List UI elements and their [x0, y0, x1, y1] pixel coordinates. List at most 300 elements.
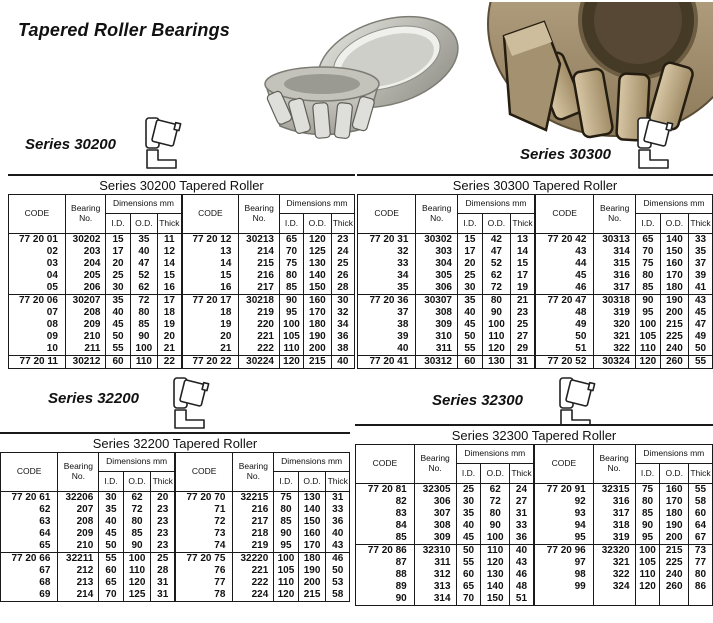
cell-id: 17 — [458, 246, 483, 258]
cell-thick: 16 — [158, 282, 181, 295]
cell-code: 77 20 31 — [358, 234, 416, 247]
cell-od: 190 — [660, 295, 688, 308]
cell-code: 74 — [176, 540, 233, 553]
series-30300-label: Series 30300 — [520, 146, 611, 163]
cell-thick: 24 — [509, 484, 533, 497]
cell-code: 97 — [535, 557, 594, 569]
cell-bearing-no: 303 — [416, 246, 458, 258]
cell-thick: 23 — [331, 234, 354, 247]
cell-code: 77 20 06 — [9, 295, 66, 308]
cell-thick: 31 — [326, 492, 350, 505]
col-header-thick: Thick — [151, 472, 175, 492]
cell-od: 225 — [660, 557, 688, 569]
col-header-bearing-no: Bearing No. — [416, 195, 458, 234]
table-row — [356, 569, 534, 581]
cell-od: 215 — [304, 356, 332, 369]
cell-bearing-no: 304 — [416, 258, 458, 270]
col-header-thick: Thick — [511, 214, 535, 234]
cell-thick: 21 — [158, 343, 181, 356]
cell-bearing-no: 208 — [58, 516, 99, 528]
cell-thick: 36 — [326, 516, 350, 528]
col-header-id: I.D. — [635, 464, 660, 484]
table-row — [358, 331, 535, 343]
cell-id: 75 — [636, 258, 661, 270]
cell-thick: 31 — [509, 508, 533, 520]
cell-thick: 25 — [511, 319, 535, 331]
cell-id: 15 — [106, 234, 130, 247]
cell-code: 68 — [1, 577, 58, 589]
cell-code: 67 — [1, 565, 58, 577]
cell-id: 90 — [274, 528, 298, 540]
cell-id: 70 — [99, 589, 123, 602]
cell-bearing-no: 317 — [593, 508, 635, 520]
cell-od: 200 — [304, 343, 332, 356]
bearing-table-left — [0, 452, 175, 602]
cell-code: 50 — [536, 331, 594, 343]
cell-od: 80 — [481, 508, 509, 520]
cell-od: 90 — [130, 331, 158, 343]
row-group — [9, 295, 182, 356]
row-group — [176, 492, 350, 553]
cell-code: 48 — [536, 307, 594, 319]
cell-thick: 80 — [688, 569, 712, 581]
cell-code: 03 — [9, 258, 66, 270]
col-header-id: I.D. — [106, 214, 130, 234]
cell-thick: 77 — [688, 557, 712, 569]
cell-id: 75 — [279, 258, 303, 270]
cell-od: 140 — [298, 504, 326, 516]
table-row — [536, 331, 713, 343]
cell-bearing-no: 314 — [594, 246, 636, 258]
cell-od: 85 — [123, 528, 151, 540]
cell-thick: 50 — [689, 343, 713, 356]
cell-bearing-no: 321 — [594, 331, 636, 343]
row-group — [535, 545, 713, 606]
row-group — [1, 492, 175, 553]
table-row — [358, 282, 535, 295]
cell-id: 25 — [106, 270, 130, 282]
col-header-code: CODE — [176, 453, 233, 492]
cell-bearing-no: 221 — [233, 565, 274, 577]
cell-bearing-no: 217 — [233, 516, 274, 528]
table-row — [536, 282, 713, 295]
cell-od: 47 — [482, 246, 510, 258]
cell-thick: 25 — [151, 553, 175, 566]
col-header-dimensions: Dimensions mm — [635, 445, 712, 464]
cell-bearing-no: 216 — [233, 504, 274, 516]
cell-bearing-no: 30224 — [239, 356, 280, 369]
cell-bearing-no: 206 — [65, 282, 106, 295]
cell-bearing-no: 309 — [416, 319, 458, 331]
cell-od: 200 — [660, 532, 688, 545]
cell-bearing-no: 212 — [58, 565, 99, 577]
cell-id: 55 — [106, 343, 130, 356]
table-row — [358, 234, 535, 247]
table-row — [536, 258, 713, 270]
cell-code: 77 20 52 — [536, 356, 594, 369]
cell-thick: 30 — [331, 295, 354, 308]
cell-thick: 18 — [158, 307, 181, 319]
cell-bearing-no: 310 — [416, 331, 458, 343]
table-row — [9, 270, 182, 282]
table-header — [176, 453, 350, 492]
cell-thick: 19 — [158, 319, 181, 331]
cell-code: 18 — [182, 307, 239, 319]
cell-bearing-no: 321 — [593, 557, 635, 569]
cell-code: 35 — [358, 282, 416, 295]
cell-id: 45 — [458, 319, 483, 331]
cell-od: 190 — [304, 331, 332, 343]
cell-code: 19 — [182, 319, 239, 331]
cell-id: 65 — [456, 581, 481, 593]
cell-code: 32 — [358, 246, 416, 258]
col-header-code: CODE — [356, 445, 415, 484]
cell-thick: 23 — [511, 307, 535, 319]
cell-bearing-no: 30207 — [65, 295, 106, 308]
table-row — [1, 528, 175, 540]
col-header-od: O.D. — [482, 214, 510, 234]
col-header-dimensions: Dimensions mm — [99, 453, 175, 472]
row-group — [536, 234, 713, 295]
table-series-30200 — [8, 174, 355, 369]
cell-thick: 15 — [158, 270, 181, 282]
cell-bearing-no: 30307 — [416, 295, 458, 308]
cell-od: 130 — [482, 356, 510, 369]
table-row — [536, 234, 713, 247]
cell-thick: 32 — [331, 307, 354, 319]
cell-od: 130 — [304, 258, 332, 270]
cell-code: 05 — [9, 282, 66, 295]
cell-code: 77 20 96 — [535, 545, 594, 558]
cell-thick: 31 — [151, 589, 175, 602]
cell-od: 110 — [123, 565, 151, 577]
table-row — [358, 319, 535, 331]
cell-bearing-no: 217 — [239, 282, 280, 295]
cell-id: 25 — [456, 484, 481, 497]
cell-bearing-no: 30318 — [594, 295, 636, 308]
cell-bearing-no: 30313 — [594, 234, 636, 247]
cell-bearing-no: 313 — [414, 581, 456, 593]
cell-od: 110 — [481, 545, 509, 558]
cell-code: 77 20 81 — [356, 484, 415, 497]
cell-id: 15 — [458, 234, 483, 247]
col-header-thick: Thick — [688, 464, 712, 484]
table-row — [356, 520, 534, 532]
cell-bearing-no: 32220 — [233, 553, 274, 566]
cell-code: 82 — [356, 496, 415, 508]
cell-thick: 15 — [511, 258, 535, 270]
cell-bearing-no: 208 — [65, 307, 106, 319]
cell-code: 77 20 11 — [9, 356, 66, 369]
cell-od: 80 — [123, 516, 151, 528]
cell-id: 30 — [456, 496, 481, 508]
cell-od: 110 — [130, 356, 158, 369]
cell-bearing-no: 207 — [58, 504, 99, 516]
row-group — [356, 545, 534, 606]
cell-thick: 29 — [511, 343, 535, 356]
table-row — [536, 307, 713, 319]
cell-id: 80 — [635, 496, 660, 508]
col-header-thick: Thick — [326, 472, 350, 492]
cell-thick: 48 — [509, 581, 533, 593]
cell-code: 77 20 91 — [535, 484, 594, 497]
table-row — [535, 508, 713, 520]
col-header-thick: Thick — [331, 214, 354, 234]
cell-thick: 55 — [688, 484, 712, 497]
bearing-diagram-icon — [634, 116, 676, 170]
cell-code: 10 — [9, 343, 66, 356]
cell-od: 35 — [130, 234, 158, 247]
row-group — [535, 484, 713, 545]
table-header — [9, 195, 182, 234]
table-row — [356, 484, 534, 497]
cell-thick: 47 — [689, 319, 713, 331]
cell-thick: 13 — [511, 234, 535, 247]
cell-id: 80 — [636, 270, 661, 282]
col-header-id: I.D. — [456, 464, 481, 484]
cell-thick: 46 — [509, 569, 533, 581]
cell-bearing-no: 32206 — [58, 492, 99, 505]
cell-thick: 33 — [689, 234, 713, 247]
cell-bearing-no: 222 — [233, 577, 274, 589]
col-header-thick: Thick — [689, 214, 713, 234]
col-header-code: CODE — [536, 195, 594, 234]
cell-code: 44 — [536, 258, 594, 270]
table-row — [1, 492, 175, 505]
cell-thick: 40 — [331, 356, 354, 369]
col-header-id: I.D. — [636, 214, 661, 234]
cell-bearing-no: 32320 — [593, 545, 635, 558]
table-row — [535, 557, 713, 569]
cell-thick: 39 — [689, 270, 713, 282]
table-row — [176, 565, 350, 577]
cell-code: 37 — [358, 307, 416, 319]
cell-od: 160 — [660, 258, 688, 270]
cell-id: 85 — [636, 282, 661, 295]
cell-od: 100 — [482, 319, 510, 331]
col-header-bearing-no: Bearing No. — [239, 195, 280, 234]
cell-thick: 12 — [158, 246, 181, 258]
cell-bearing-no: 210 — [65, 331, 106, 343]
series-30200-label: Series 30200 — [25, 136, 116, 153]
cell-bearing-no: 218 — [233, 528, 274, 540]
cell-thick: 20 — [158, 331, 181, 343]
table-row — [535, 532, 713, 545]
table-header — [1, 453, 175, 492]
cell-od: 150 — [304, 282, 332, 295]
cell-od: 170 — [298, 540, 326, 553]
row-group — [182, 295, 355, 356]
table-row — [176, 589, 350, 602]
cell-od: 130 — [481, 569, 509, 581]
cell-code: 92 — [535, 496, 594, 508]
cell-thick: 43 — [326, 540, 350, 553]
table-series-30300 — [357, 174, 713, 369]
cell-bearing-no: 32215 — [233, 492, 274, 505]
cell-id: 65 — [636, 234, 661, 247]
cell-id: 120 — [635, 581, 660, 593]
col-header-id: I.D. — [99, 472, 123, 492]
cell-od: 140 — [481, 581, 509, 593]
cell-bearing-no: 205 — [65, 270, 106, 282]
cell-thick: 49 — [689, 331, 713, 343]
cell-od: 72 — [481, 496, 509, 508]
col-header-od: O.D. — [660, 464, 688, 484]
cell-code: 71 — [176, 504, 233, 516]
table-row — [358, 258, 535, 270]
cell-bearing-no: 317 — [594, 282, 636, 295]
cell-bearing-no: 320 — [594, 319, 636, 331]
cell-thick: 23 — [151, 504, 175, 516]
cell-thick: 40 — [509, 545, 533, 558]
cell-thick: 24 — [331, 246, 354, 258]
cell-code: 63 — [1, 516, 58, 528]
cell-thick: 28 — [151, 565, 175, 577]
row-group — [536, 295, 713, 356]
table-row — [176, 577, 350, 589]
cell-id: 90 — [635, 520, 660, 532]
cell-thick: 23 — [151, 516, 175, 528]
bearing-table-left — [355, 444, 534, 606]
cell-bearing-no: 307 — [414, 508, 456, 520]
cell-code: 21 — [182, 343, 239, 356]
cell-thick: 40 — [326, 528, 350, 540]
cell-thick: 35 — [689, 246, 713, 258]
table-row — [535, 496, 713, 508]
cell-bearing-no: 213 — [58, 577, 99, 589]
cell-id: 17 — [106, 246, 130, 258]
cell-id: 35 — [458, 295, 483, 308]
cell-code: 77 20 36 — [358, 295, 416, 308]
cell-thick: 31 — [151, 577, 175, 589]
cell-thick: 23 — [151, 540, 175, 553]
table-row — [182, 319, 355, 331]
cell-code: 65 — [1, 540, 58, 553]
cell-thick: 11 — [158, 234, 181, 247]
row-group — [9, 234, 182, 295]
cell-od: 130 — [298, 492, 326, 505]
cell-bearing-no: 314 — [414, 593, 456, 606]
cell-id: 110 — [274, 577, 298, 589]
cell-thick: 46 — [326, 553, 350, 566]
series-32200-label: Series 32200 — [48, 390, 139, 407]
row-group — [1, 553, 175, 602]
cell-od: 215 — [660, 319, 688, 331]
table-row — [535, 520, 713, 532]
cell-code: 89 — [356, 581, 415, 593]
table-series-32200 — [0, 432, 350, 602]
cell-thick: 21 — [511, 295, 535, 308]
row-group — [176, 553, 350, 602]
cell-od: 190 — [660, 520, 688, 532]
cell-od: 125 — [304, 246, 332, 258]
cell-bearing-no: 322 — [593, 569, 635, 581]
table-row — [176, 516, 350, 528]
row-group — [358, 356, 535, 369]
table-row — [182, 246, 355, 258]
cell-od: 150 — [298, 516, 326, 528]
cell-bearing-no: 220 — [239, 319, 280, 331]
table-row — [1, 577, 175, 589]
cell-od: 180 — [660, 508, 688, 520]
table-row — [356, 593, 534, 606]
cell-thick: 50 — [326, 565, 350, 577]
cell-code: 46 — [536, 282, 594, 295]
cell-od: 80 — [130, 307, 158, 319]
cell-od: 170 — [304, 307, 332, 319]
table-row — [182, 343, 355, 356]
bearing-table-right — [182, 194, 356, 369]
cell-code: 99 — [535, 581, 594, 593]
cell-id: 20 — [458, 258, 483, 270]
cell-code: 77 20 66 — [1, 553, 58, 566]
cell-bearing-no: 30302 — [416, 234, 458, 247]
cell-od: 72 — [130, 295, 158, 308]
col-header-dimensions: Dimensions mm — [636, 195, 713, 214]
col-header-thick: Thick — [509, 464, 533, 484]
cell-id: 95 — [636, 307, 661, 319]
cell-od: 140 — [660, 234, 688, 247]
table-row — [358, 356, 535, 369]
bearing-table-right — [535, 194, 713, 369]
cell-id: 70 — [636, 246, 661, 258]
cell-id: 50 — [99, 540, 123, 553]
table-row — [9, 246, 182, 258]
cell-code: 77 20 01 — [9, 234, 66, 247]
cell-id: 120 — [279, 356, 303, 369]
cell-id: 110 — [635, 569, 660, 581]
col-header-bearing-no: Bearing No. — [65, 195, 106, 234]
table-row — [535, 581, 713, 593]
cell-code: 77 20 42 — [536, 234, 594, 247]
cell-id: 35 — [106, 295, 130, 308]
cell-code: 04 — [9, 270, 66, 282]
bearing-diagram-icon — [170, 376, 212, 430]
cell-id: 65 — [99, 577, 123, 589]
table-title: Series 30200 Tapered Roller — [99, 178, 264, 193]
cell-code: 62 — [1, 504, 58, 516]
bearing-table-right — [534, 444, 713, 606]
cell-thick: 27 — [509, 496, 533, 508]
cell-od: 62 — [123, 492, 151, 505]
col-header-id: I.D. — [274, 472, 298, 492]
col-header-dimensions: Dimensions mm — [458, 195, 535, 214]
cell-od: 110 — [482, 331, 510, 343]
cell-bearing-no: 209 — [58, 528, 99, 540]
cell-od: 160 — [298, 528, 326, 540]
table-row — [356, 496, 534, 508]
cell-bearing-no: 32211 — [58, 553, 99, 566]
cell-od: 240 — [660, 343, 688, 356]
page-title: Tapered Roller Bearings — [18, 20, 230, 40]
cell-thick: 43 — [509, 557, 533, 569]
col-header-od: O.D. — [130, 214, 158, 234]
table-row — [536, 295, 713, 308]
table-row — [176, 492, 350, 505]
cell-code: 87 — [356, 557, 415, 569]
cell-od: 52 — [130, 270, 158, 282]
cell-od: 85 — [130, 319, 158, 331]
cell-od: 200 — [298, 577, 326, 589]
cell-code: 64 — [1, 528, 58, 540]
cell-thick: 58 — [688, 496, 712, 508]
cell-thick: 14 — [158, 258, 181, 270]
table-row — [536, 343, 713, 356]
cell-bearing-no: 203 — [65, 246, 106, 258]
cell-bearing-no: 319 — [593, 532, 635, 545]
cell-thick: 67 — [688, 532, 712, 545]
cell-code: 09 — [9, 331, 66, 343]
